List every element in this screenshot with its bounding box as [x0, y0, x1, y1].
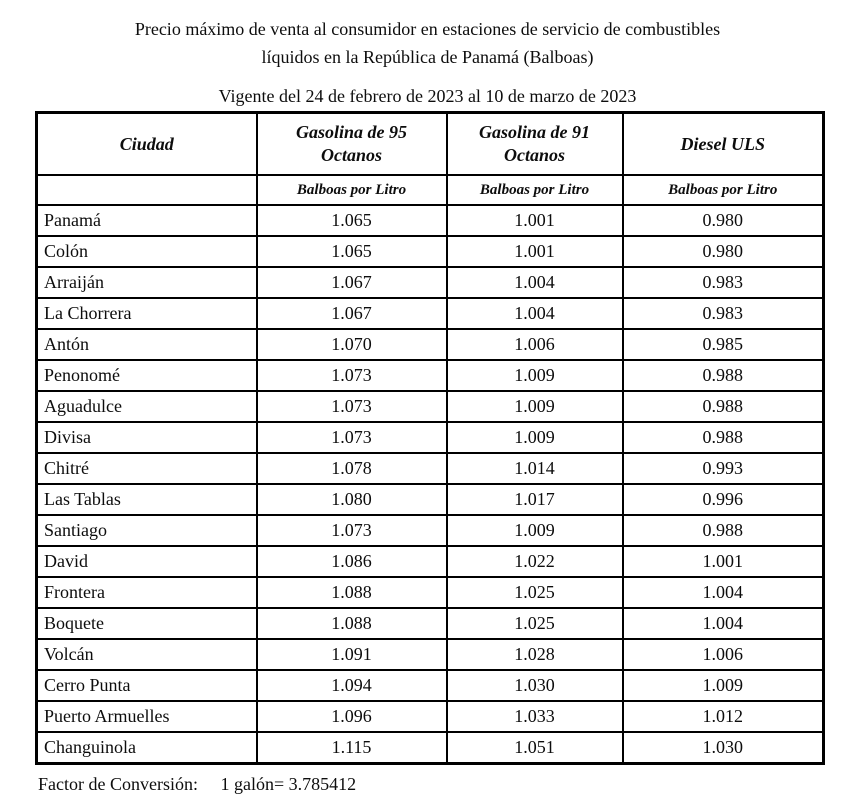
gasolina-91-price-cell: 1.009 — [447, 391, 623, 422]
table-row — [37, 360, 824, 391]
col-header-diesel-uls: Diesel ULS — [623, 113, 824, 176]
col-header-ciudad: Ciudad — [37, 113, 257, 176]
gasolina-95-price-cell: 1.073 — [257, 515, 447, 546]
col-header-gasolina-91: Gasolina de 91 Octanos — [447, 113, 623, 176]
gasolina-91-price-cell: 1.028 — [447, 639, 623, 670]
gasolina-95-price-cell: 1.065 — [257, 205, 447, 236]
page-title — [0, 0, 855, 71]
table-row — [37, 670, 824, 701]
city-cell: Changuinola — [37, 732, 257, 764]
diesel-price-cell: 0.983 — [623, 298, 824, 329]
gasolina-91-price-cell: 1.051 — [447, 732, 623, 764]
table-row — [37, 205, 824, 236]
gasolina-95-price-cell: 1.115 — [257, 732, 447, 764]
table-header-row — [37, 113, 824, 176]
conversion-factor-label: Factor de Conversión: — [38, 774, 198, 794]
table-row — [37, 298, 824, 329]
diesel-price-cell: 0.988 — [623, 515, 824, 546]
diesel-price-cell: 0.985 — [623, 329, 824, 360]
city-cell: Arraiján — [37, 267, 257, 298]
table-row — [37, 422, 824, 453]
diesel-price-cell: 1.030 — [623, 732, 824, 764]
table-row — [37, 515, 824, 546]
city-cell: La Chorrera — [37, 298, 257, 329]
table-row — [37, 577, 824, 608]
city-cell: Panamá — [37, 205, 257, 236]
table-row — [37, 329, 824, 360]
city-cell: David — [37, 546, 257, 577]
diesel-price-cell: 0.980 — [623, 205, 824, 236]
table-row — [37, 732, 824, 764]
unit-cell-gasolina-91: Balboas por Litro — [447, 175, 623, 205]
gasolina-95-price-cell: 1.086 — [257, 546, 447, 577]
diesel-price-cell: 0.996 — [623, 484, 824, 515]
page-title-line1: Precio máximo de venta al consumidor en estaciones de servicio de combustibles — [134, 19, 721, 39]
fuel-price-table — [35, 111, 825, 765]
diesel-price-cell: 1.004 — [623, 577, 824, 608]
gasolina-95-price-cell: 1.078 — [257, 453, 447, 484]
table-row — [37, 484, 824, 515]
gasolina-95-price-cell: 1.096 — [257, 701, 447, 732]
table-row — [37, 391, 824, 422]
gasolina-91-price-cell: 1.009 — [447, 422, 623, 453]
diesel-price-cell: 0.988 — [623, 360, 824, 391]
diesel-price-cell: 0.993 — [623, 453, 824, 484]
diesel-price-cell: 1.006 — [623, 639, 824, 670]
city-cell: Volcán — [37, 639, 257, 670]
city-cell: Puerto Armuelles — [37, 701, 257, 732]
gasolina-95-price-cell: 1.067 — [257, 267, 447, 298]
gasolina-91-price-cell: 1.017 — [447, 484, 623, 515]
diesel-price-cell: 1.004 — [623, 608, 824, 639]
validity-period: Vigente del 24 de febrero de 2023 al 10 de marzo de 2023 — [218, 86, 637, 106]
diesel-price-cell: 1.009 — [623, 670, 824, 701]
page-title-line2: líquidos en la República de Panamá (Balboas) — [261, 47, 594, 67]
table-row — [37, 639, 824, 670]
gasolina-91-price-cell: 1.001 — [447, 236, 623, 267]
gasolina-95-price-cell: 1.067 — [257, 298, 447, 329]
gasolina-91-price-cell: 1.006 — [447, 329, 623, 360]
gasolina-91-price-cell: 1.022 — [447, 546, 623, 577]
city-cell: Colón — [37, 236, 257, 267]
city-cell: Las Tablas — [37, 484, 257, 515]
table-body — [37, 205, 824, 764]
col-header-gasolina-95: Gasolina de 95 Octanos — [257, 113, 447, 176]
table-row — [37, 546, 824, 577]
city-cell: Divisa — [37, 422, 257, 453]
city-cell: Boquete — [37, 608, 257, 639]
city-cell: Chitré — [37, 453, 257, 484]
gasolina-91-price-cell: 1.014 — [447, 453, 623, 484]
gasolina-95-price-cell: 1.073 — [257, 391, 447, 422]
diesel-price-cell: 0.980 — [623, 236, 824, 267]
table-row — [37, 701, 824, 732]
gasolina-95-price-cell: 1.080 — [257, 484, 447, 515]
gasolina-91-price-cell: 1.030 — [447, 670, 623, 701]
gasolina-91-price-cell: 1.025 — [447, 608, 623, 639]
diesel-price-cell: 0.983 — [623, 267, 824, 298]
conversion-factor — [38, 774, 855, 795]
city-cell: Penonomé — [37, 360, 257, 391]
unit-cell-diesel-uls: Balboas por Litro — [623, 175, 824, 205]
gasolina-95-price-cell: 1.073 — [257, 422, 447, 453]
gasolina-95-price-cell: 1.088 — [257, 577, 447, 608]
gasolina-95-price-cell: 1.065 — [257, 236, 447, 267]
city-cell: Frontera — [37, 577, 257, 608]
diesel-price-cell: 0.988 — [623, 391, 824, 422]
unit-cell-empty — [37, 175, 257, 205]
table-row — [37, 453, 824, 484]
table-row — [37, 608, 824, 639]
city-cell: Santiago — [37, 515, 257, 546]
gasolina-95-price-cell: 1.088 — [257, 608, 447, 639]
gasolina-91-price-cell: 1.004 — [447, 267, 623, 298]
gasolina-95-price-cell: 1.070 — [257, 329, 447, 360]
unit-cell-gasolina-95: Balboas por Litro — [257, 175, 447, 205]
table-row — [37, 236, 824, 267]
city-cell: Antón — [37, 329, 257, 360]
gasolina-91-price-cell: 1.009 — [447, 515, 623, 546]
conversion-factor-value: 1 galón= 3.785412 — [220, 774, 357, 794]
gasolina-91-price-cell: 1.033 — [447, 701, 623, 732]
table-row — [37, 267, 824, 298]
city-cell: Cerro Punta — [37, 670, 257, 701]
gasolina-91-price-cell: 1.001 — [447, 205, 623, 236]
gasolina-95-price-cell: 1.073 — [257, 360, 447, 391]
diesel-price-cell: 1.001 — [623, 546, 824, 577]
gasolina-95-price-cell: 1.094 — [257, 670, 447, 701]
gasolina-95-price-cell: 1.091 — [257, 639, 447, 670]
diesel-price-cell: 0.988 — [623, 422, 824, 453]
gasolina-91-price-cell: 1.004 — [447, 298, 623, 329]
city-cell: Aguadulce — [37, 391, 257, 422]
gasolina-91-price-cell: 1.009 — [447, 360, 623, 391]
diesel-price-cell: 1.012 — [623, 701, 824, 732]
table-unit-row — [37, 175, 824, 205]
gasolina-91-price-cell: 1.025 — [447, 577, 623, 608]
